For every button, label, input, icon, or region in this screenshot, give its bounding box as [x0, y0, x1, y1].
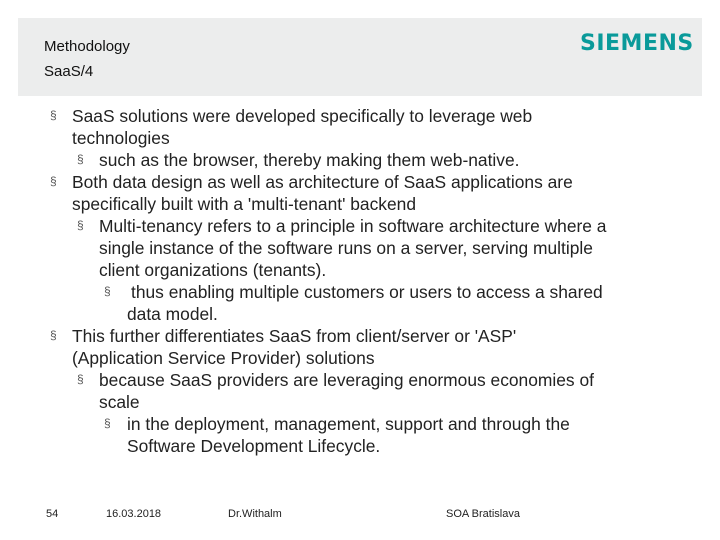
slide-subtitle: SaaS/4 — [44, 63, 94, 80]
list-item — [0, 325, 720, 347]
list-item-continuation — [0, 127, 720, 149]
list-item-continuation — [0, 435, 720, 457]
bullet-text: Software Development Lifecycle. — [127, 436, 381, 456]
list-item-continuation — [0, 391, 720, 413]
bullet-icon: § — [104, 284, 111, 298]
page-number: 54 — [46, 508, 59, 520]
siemens-logo: SIEMENS — [580, 31, 694, 56]
bullet-icon: § — [104, 416, 111, 430]
bullet-text: technologies — [72, 128, 170, 148]
footer-author: Dr.Withalm — [228, 508, 282, 520]
list-item — [0, 369, 720, 391]
bullet-icon: § — [50, 174, 57, 188]
header-band — [18, 18, 702, 96]
bullet-text: (Application Service Provider) solutions — [72, 348, 375, 368]
list-item — [0, 281, 720, 303]
bullet-text: This further differentiates SaaS from client/server or 'ASP' — [72, 326, 517, 346]
slide-title: Methodology — [44, 38, 130, 55]
bullet-text: specifically built with a 'multi-tenant' backend — [72, 194, 416, 214]
bullet-text: because SaaS providers are leveraging enormous economies of — [99, 370, 594, 390]
footer-event: SOA Bratislava — [446, 508, 520, 520]
bullet-icon: § — [50, 108, 57, 122]
bullet-text: SaaS solutions were developed specifically to leverage web — [72, 106, 533, 126]
bullet-icon: § — [77, 372, 84, 386]
bullet-text: data model. — [127, 304, 218, 324]
bullet-text: single instance of the software runs on a server, serving multiple — [99, 238, 593, 258]
bullet-text: such as the browser, thereby making them web-native. — [99, 150, 520, 170]
bullet-icon: § — [77, 218, 84, 232]
bullet-icon: § — [77, 152, 84, 166]
list-item-continuation — [0, 303, 720, 325]
list-item — [0, 105, 720, 127]
bullet-text: client organizations (tenants). — [99, 260, 327, 280]
list-item — [0, 413, 720, 435]
bullet-text: Both data design as well as architecture of SaaS applications are — [72, 172, 573, 192]
bullet-text: Multi-tenancy refers to a principle in software architecture where a — [99, 216, 607, 236]
bullet-text: thus enabling multiple customers or users to access a shared — [131, 282, 603, 302]
list-item-continuation — [0, 237, 720, 259]
list-item-continuation — [0, 193, 720, 215]
list-item — [0, 171, 720, 193]
bullet-text: scale — [99, 392, 140, 412]
bullet-text: in the deployment, management, support and through the — [127, 414, 570, 434]
bullet-icon: § — [50, 328, 57, 342]
list-item-continuation — [0, 259, 720, 281]
list-item — [0, 149, 720, 171]
footer-date: 16.03.2018 — [106, 508, 162, 520]
list-item — [0, 215, 720, 237]
list-item-continuation — [0, 347, 720, 369]
